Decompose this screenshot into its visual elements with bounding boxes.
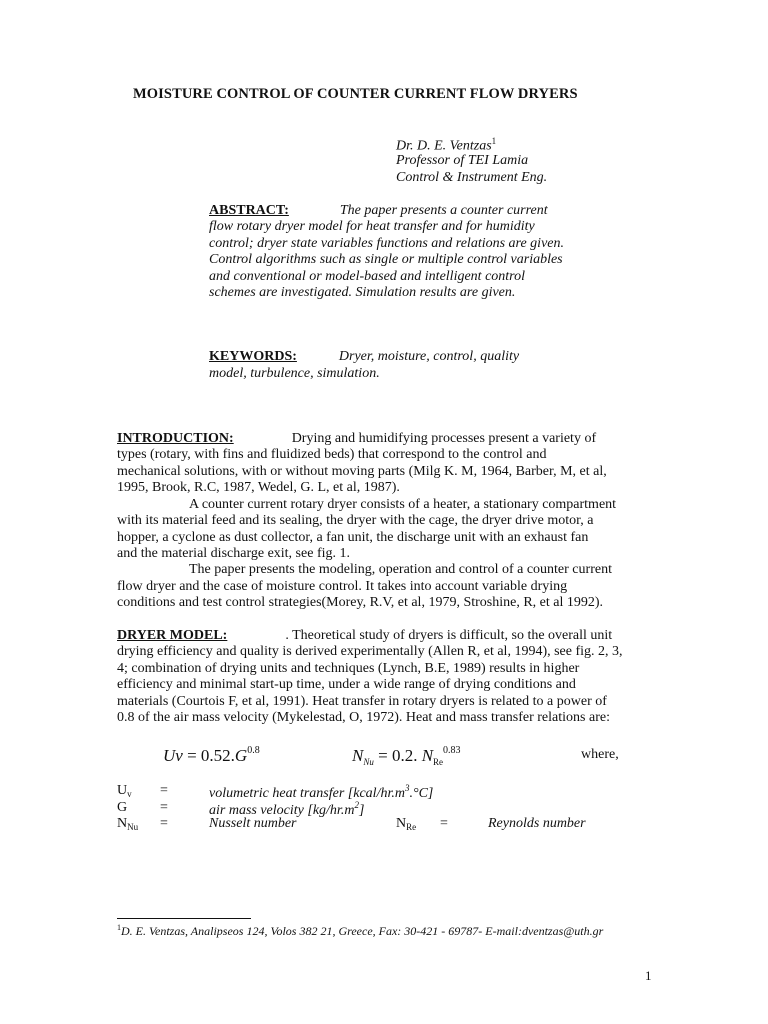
- author-footnote-mark: 1: [491, 136, 497, 146]
- introduction-line: hopper, a cyclone as dust collector, a fan unit, the discharge unit with an exhaust fan: [117, 530, 589, 545]
- dryer-model-line: . Theoretical study of dryers is difficult, so the overall unit: [285, 628, 613, 643]
- def-uv-desc-text: volumetric heat transfer [kcal/hr.m: [209, 786, 405, 801]
- dryer-model-first-line: [117, 628, 612, 644]
- keywords-heading: KEYWORDS:: [209, 349, 297, 364]
- introduction-line: and the material discharge exit, see fig. 1.: [117, 546, 350, 561]
- author-name-text: Dr. D. E. Ventzas: [396, 138, 492, 154]
- dryer-model-line: 0.8 of the air mass velocity (Mykelestad, O, 1972). Heat and mass transfer relations are:: [117, 710, 610, 725]
- eq1-variable: G: [234, 746, 248, 765]
- eq2-lhs: N: [352, 746, 364, 765]
- keywords-line: model, turbulence, simulation.: [209, 366, 380, 381]
- author-position: Professor of TEI Lamia: [396, 153, 529, 168]
- eq2-lhs-sub: Nu: [363, 757, 374, 767]
- def-g-desc-text: air mass velocity [kg/hr.m: [209, 803, 355, 818]
- dryer-model-heading: DRYER MODEL:: [117, 628, 228, 643]
- introduction-heading: INTRODUCTION:: [117, 431, 234, 446]
- introduction-line: A counter current rotary dryer consists of a heater, a stationary compartment: [189, 497, 617, 512]
- def-uv-desc-sup: 3: [404, 783, 410, 793]
- def-g-desc-sup: 2: [354, 800, 359, 810]
- abstract-heading: ABSTRACT:: [209, 203, 289, 218]
- keywords-first-line: [209, 349, 519, 365]
- def-g-desc-end: ]: [358, 803, 365, 818]
- def-nu-letter: N: [117, 816, 128, 831]
- eq1-coefficient: = 0.52.: [182, 746, 235, 765]
- dryer-model-line: 4; combination of drying units and techniques (Lynch, B.E, 1989) results in higher: [117, 661, 580, 676]
- introduction-line: with its material feed and its sealing, the dryer with the cage, the dryer drive motor, a: [117, 513, 594, 528]
- equation-heat-transfer: [163, 745, 260, 766]
- introduction-line: 1995, Brook, R.C, 1987, Wedel, G. L, et al, 1987).: [117, 480, 400, 495]
- introduction-line: types (rotary, with fins and fluidized beds) that correspond to the control and: [117, 447, 547, 462]
- introduction-line: flow dryer and the case of moisture control. It takes into account variable drying: [117, 579, 568, 594]
- abstract-line: Control algorithms such as single or multiple control variables: [209, 252, 563, 267]
- def-uv-symbol: [117, 783, 132, 799]
- def-nu-description: Nusselt number: [209, 816, 297, 831]
- footnote: [117, 923, 603, 939]
- def-uv-equals: =: [160, 783, 168, 798]
- def-g-symbol: G: [117, 800, 128, 815]
- footnote-text: D. E. Ventzas, Analipseos 124, Volos 382 21, Greece, Fax: 30-421 - 69787- E-mail:dventzas@uth.gr: [121, 924, 604, 938]
- introduction-line: mechanical solutions, with or without moving parts (Milg K. M, 1964, Barber, M, et al,: [117, 464, 607, 479]
- def-uv-desc-end: .°C]: [409, 786, 434, 801]
- keywords-line: Dryer, moisture, control, quality: [338, 349, 520, 364]
- abstract-line: control; dryer state variables functions and relations are given.: [209, 236, 565, 251]
- introduction-line: Drying and humidifying processes present a variety of: [291, 431, 597, 446]
- page-number: 1: [645, 968, 652, 983]
- eq1-exponent: 0.8: [247, 745, 260, 756]
- dryer-model-line: materials (Courtois F, et al, 1991). Heat transfer in rotary dryers is related to a power of: [117, 694, 607, 709]
- introduction-line: conditions and test control strategies(Morey, R.V, et al, 1979, Stroshine, R, et al 1992).: [117, 595, 604, 610]
- eq1-lhs: Uv: [163, 746, 183, 765]
- def-re-equals: =: [440, 816, 448, 831]
- def-re-letter: N: [396, 816, 407, 831]
- eq2-coefficient: = 0.2.: [373, 746, 422, 765]
- eq2-variable: N: [421, 746, 434, 765]
- def-uv-letter: U: [117, 783, 128, 798]
- def-nu-symbol: [117, 816, 138, 832]
- abstract-line: flow rotary dryer model for heat transfer and for humidity: [209, 219, 535, 234]
- def-re-sub: Re: [406, 822, 417, 832]
- def-re-description: Reynolds number: [488, 816, 586, 831]
- abstract-first-line: [209, 203, 548, 219]
- dryer-model-line: drying efficiency and quality is derived experimentally (Allen R, et al, 1994), see fig. 2, 3,: [117, 644, 623, 659]
- dryer-model-line: efficiency and minimal start-up time, under a wide range of drying conditions and: [117, 677, 576, 692]
- abstract-line: schemes are investigated. Simulation results are given.: [209, 285, 516, 300]
- def-uv-sub: v: [127, 789, 132, 799]
- footnote-mark: 1: [117, 923, 121, 932]
- author-department: Control & Instrument Eng.: [396, 170, 548, 185]
- abstract-line: and conventional or model-based and intelligent control: [209, 269, 525, 284]
- eq2-exponent: 0.83: [443, 745, 461, 756]
- paper-title: MOISTURE CONTROL OF COUNTER CURRENT FLOW DRYERS: [133, 86, 578, 102]
- equation-nusselt: [352, 745, 461, 767]
- def-nu-sub: Nu: [127, 822, 139, 832]
- introduction-first-line: [117, 431, 596, 447]
- author-name: [396, 136, 496, 155]
- def-g-equals: =: [160, 800, 168, 815]
- def-re-symbol: [396, 816, 416, 832]
- eq2-variable-sub: Re: [433, 757, 444, 767]
- abstract-line: The paper presents a counter current: [339, 203, 548, 218]
- introduction-line: The paper presents the modeling, operation and control of a counter current: [189, 562, 612, 577]
- def-nu-equals: =: [160, 816, 168, 831]
- equation-where: where,: [581, 747, 619, 762]
- footnote-separator: [117, 918, 251, 919]
